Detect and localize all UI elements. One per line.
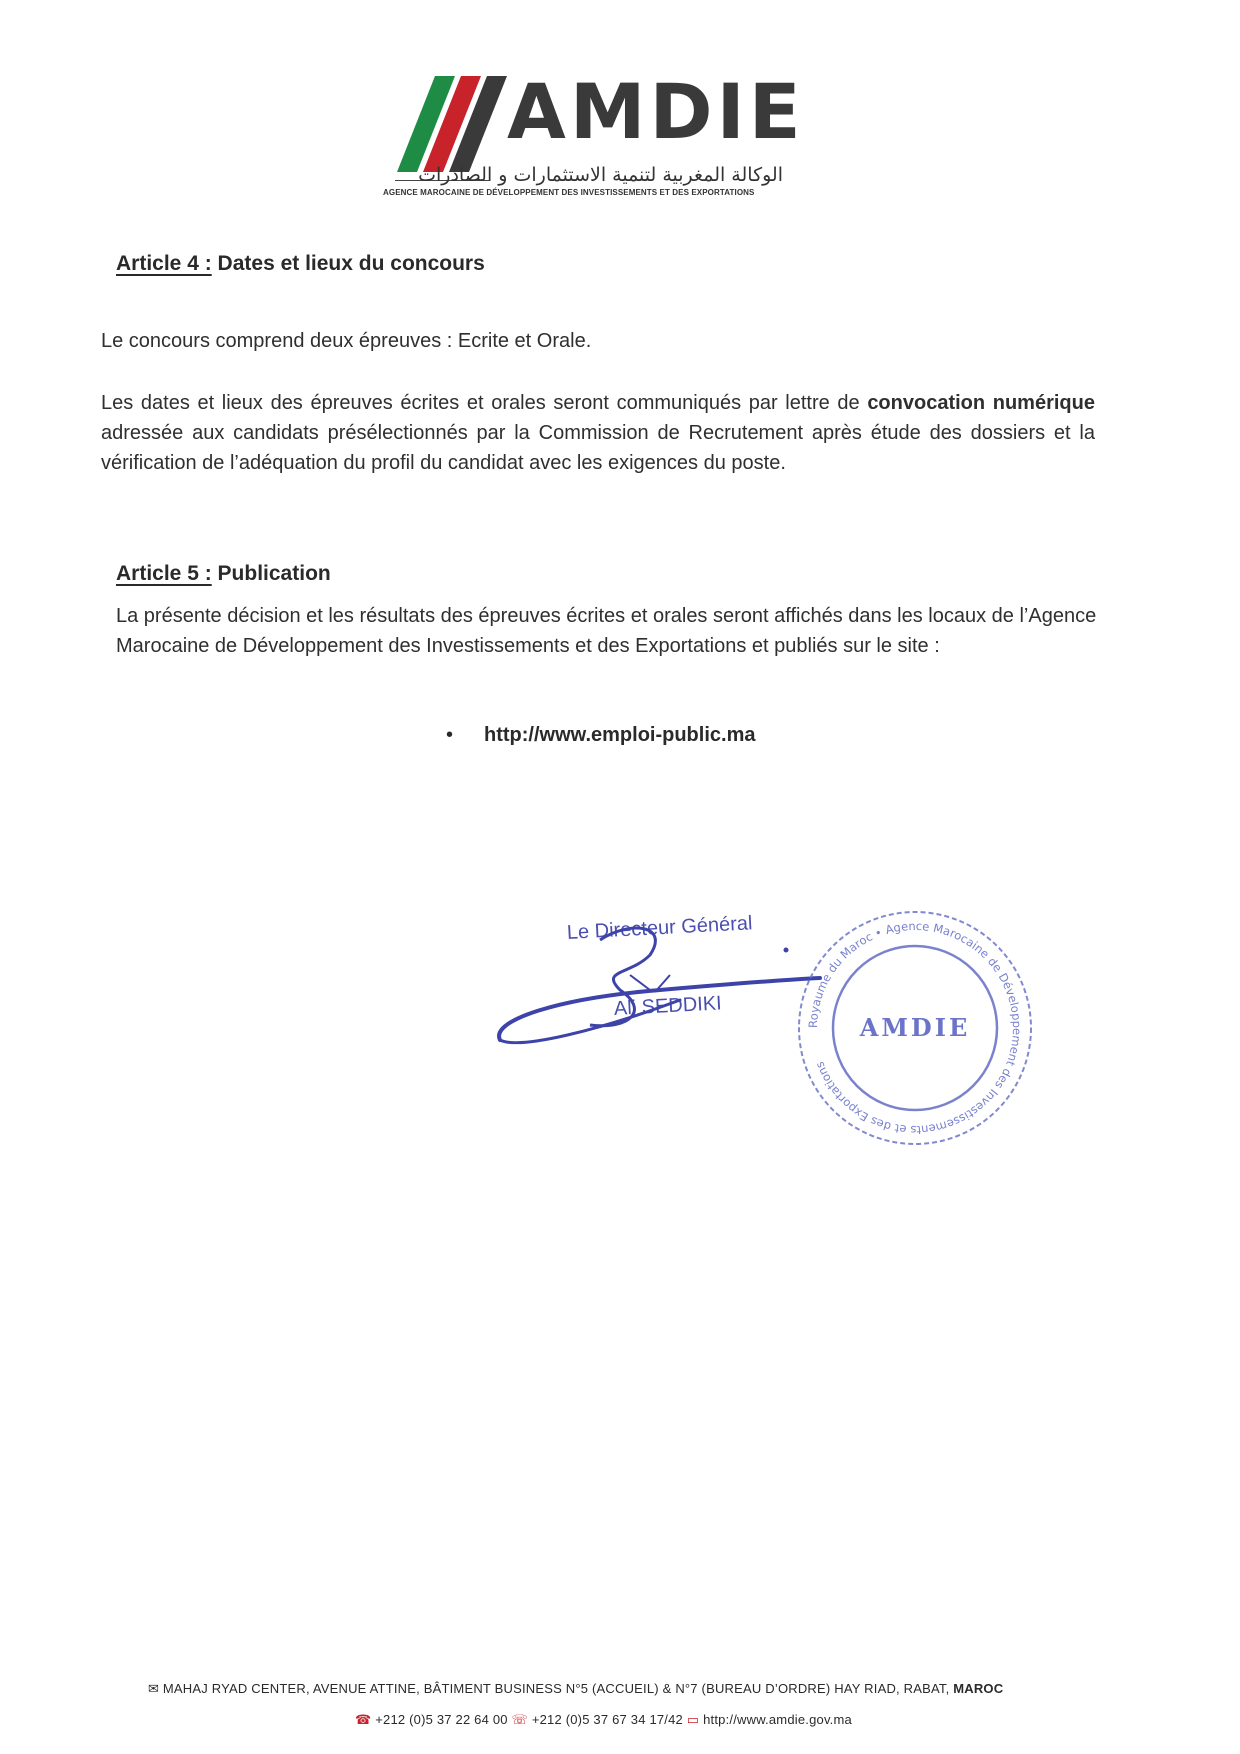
logo-wordmark: AMDIE	[507, 67, 805, 156]
logo-arabic-name: الوكالة المغربية لتنمية الاستثمارات و الصادرات	[418, 164, 783, 186]
stamp-center-text: AMDIE	[859, 1013, 971, 1042]
article-4-paragraph-1: Le concours comprend deux épreuves : Ecrite et Orale.	[101, 330, 592, 352]
article-5-paragraph: La présente décision et les résultats des épreuves écrites et orales seront affichés dans les locaux de l’Agence Marocaine de Développement des Investissements et des Exportations et publiés sur le site :	[116, 605, 1097, 657]
article-4-label: Article 4 :	[116, 252, 212, 275]
footer-website[interactable]: http://www.amdie.gov.ma	[703, 1712, 852, 1727]
footer-contact-line	[355, 1712, 852, 1728]
fax-icon: ☏	[511, 1712, 528, 1727]
footer-phone: +212 (0)5 37 22 64 00	[375, 1712, 508, 1727]
emploi-public-link[interactable]: http://www.emploi-public.ma	[484, 724, 756, 746]
article-5-title: Publication	[217, 562, 331, 585]
article-4-p2-start: Les dates et lieux des épreuves écrites et orales seront communiqués par lettre de	[101, 392, 860, 414]
article-4-heading	[116, 252, 485, 276]
stamp-ring-text: Royaume du Maroc • Agence Marocaine de Développement des Investissements et des Exportations	[805, 918, 1025, 1138]
web-icon: ▭	[686, 1712, 700, 1727]
article-4-title: Dates et lieux du concours	[217, 252, 485, 275]
article-4-paragraph-2	[101, 388, 1095, 478]
mail-icon: ✉	[148, 1681, 160, 1696]
amdie-logo	[383, 67, 805, 200]
article-5-heading	[116, 562, 331, 586]
article-5-label: Article 5 :	[116, 562, 212, 585]
article-4-p2-end: adressée aux candidats présélectionnés par la Commission de Recrutement après étude des dossiers et la vérification de l’adéquation du profil du candidat avec les exigences du poste.	[101, 422, 1095, 474]
official-stamp	[795, 908, 1035, 1148]
signature-name: Ali SEDDIKI	[613, 992, 723, 1020]
logo-french-name: AGENCE MAROCAINE DE DÉVELOPPEMENT DES INVESTISSEMENTS ET DES EXPORTATIONS	[383, 188, 755, 197]
footer-fax: +212 (0)5 37 67 34 17/42	[531, 1712, 683, 1727]
footer-address: MAHAJ RYAD CENTER, AVENUE ATTINE, BÂTIMENT BUSINESS N°5 (ACCUEIL) & N°7 (BUREAU D’ORDRE) HAY RIAD, RABAT,	[162, 1681, 950, 1696]
article-4-p2-bold: convocation numérique	[867, 392, 1095, 414]
signature-title: Le Directeur Général	[566, 912, 753, 944]
logo-stripes-icon	[395, 76, 507, 172]
bullet-icon: •	[446, 724, 454, 746]
phone-icon: ☎	[355, 1712, 372, 1727]
footer-country: MAROC	[953, 1681, 1004, 1696]
footer-address-line	[148, 1681, 1003, 1697]
